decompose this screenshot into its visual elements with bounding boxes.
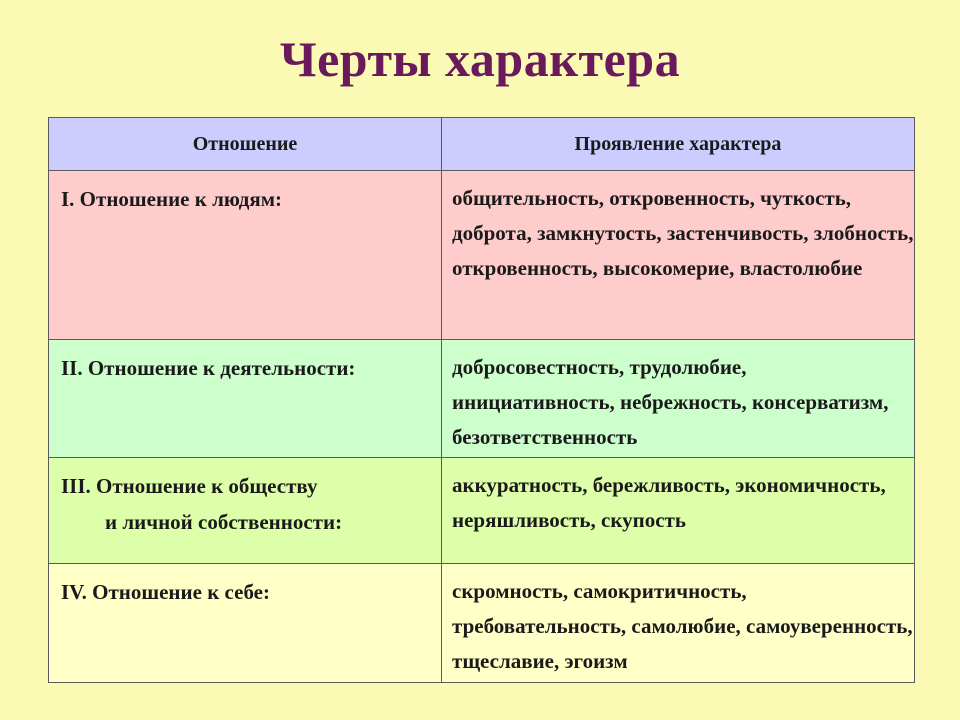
manifestation-cell xyxy=(442,458,915,564)
table-row xyxy=(49,171,915,340)
manifestation-cell xyxy=(442,171,915,340)
relation-label: III. Отношение к обществу xyxy=(61,474,318,498)
manifestation-text: общительность, откровенность, чуткость, доброта, замкнутость, застенчивость, злобность, откровенность, высокомерие, властолюбие xyxy=(452,186,914,280)
manifestation-cell xyxy=(442,340,915,458)
table-header-row xyxy=(49,118,915,171)
character-traits-table xyxy=(48,117,915,683)
relation-cell xyxy=(49,171,442,340)
header-relation: Отношение xyxy=(49,118,442,171)
table-row xyxy=(49,340,915,458)
relation-label: I. Отношение к людям: xyxy=(61,187,283,211)
table-row xyxy=(49,458,915,564)
relation-cell xyxy=(49,458,442,564)
slide-title: Черты характера xyxy=(279,31,681,87)
relation-cell xyxy=(49,340,442,458)
table-row xyxy=(49,564,915,683)
manifestation-text: добросовестность, трудолюбие, инициативность, небрежность, консерватизм, безответственность xyxy=(452,355,889,449)
manifestation-text: аккуратность, бережливость, экономичность, неряшливость, скупость xyxy=(452,473,886,532)
manifestation-cell xyxy=(442,564,915,683)
header-manifestation: Проявление характера xyxy=(442,118,915,171)
relation-label: II. Отношение к деятельности: xyxy=(61,356,356,380)
relation-label: IV. Отношение к себе: xyxy=(61,580,270,604)
relation-cell xyxy=(49,564,442,683)
manifestation-text: скромность, самокритичность, требовательность, самолюбие, самоуверенность, тщеславие, эгоизм xyxy=(452,579,913,673)
relation-label-continuation: и личной собственности: xyxy=(105,510,343,534)
